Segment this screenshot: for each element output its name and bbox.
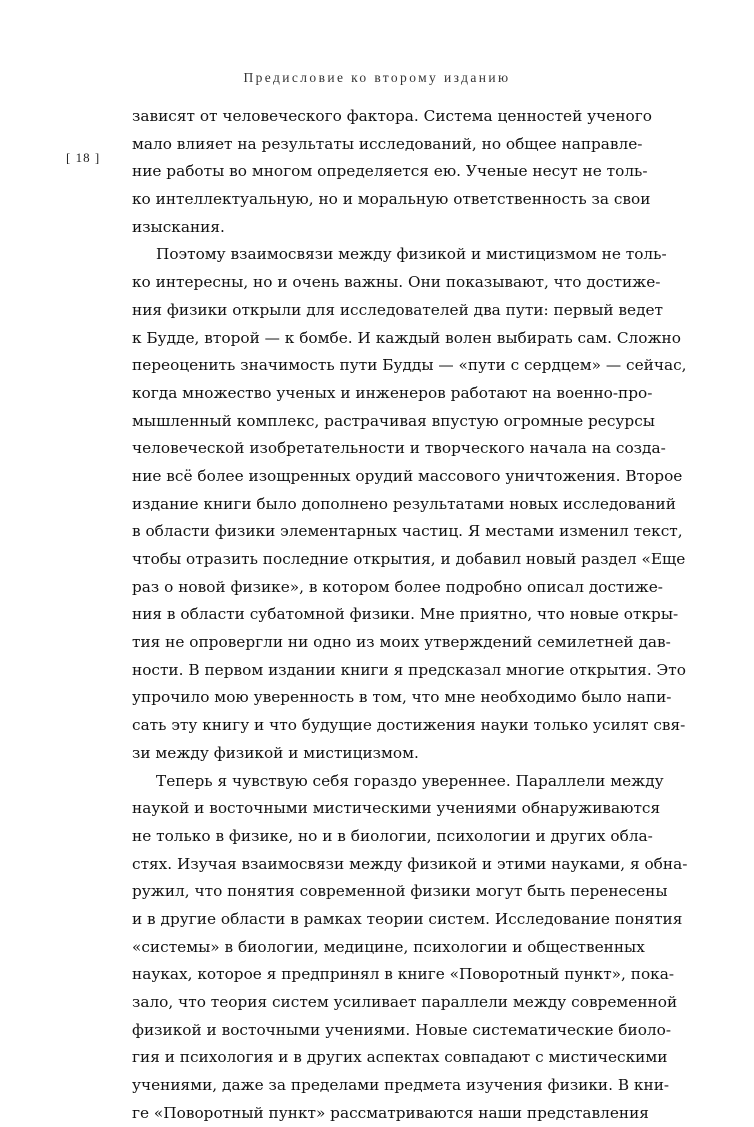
text-line: к Будде, второй — к бомбе. И каждый волен выбирать сам. Сложно (132, 325, 640, 353)
text-line: и в другие области в рамках теории систем. Исследование понятия (132, 906, 640, 934)
text-line: Поэтому взаимосвязи между физикой и мистицизмом не толь- (132, 241, 640, 269)
text-line: человеческой изобретательности и творческого начала на созда- (132, 435, 640, 463)
text-line: ности. В первом издании книги я предсказал многие открытия. Это (132, 657, 640, 685)
text-line: наукой и восточными мистическими учениями обнаруживаются (132, 795, 640, 823)
text-line: в области физики элементарных частиц. Я местами изменил текст, (132, 518, 640, 546)
text-line: ко интересны, но и очень важны. Они показывают, что достиже- (132, 269, 640, 297)
text-line: зи между физикой и мистицизмом. (132, 740, 640, 768)
paragraph (132, 103, 640, 241)
text-line: физикой и восточными учениями. Новые систематические биоло- (132, 1017, 640, 1045)
body-text (132, 103, 640, 1127)
text-line: упрочило мою уверенность в том, что мне необходимо было напи- (132, 684, 640, 712)
text-line: переоценить значимость пути Будды — «пути с сердцем» — сейчас, (132, 352, 640, 380)
text-line: не только в физике, но и в биологии, психологии и других обла- (132, 823, 640, 851)
text-line: стях. Изучая взаимосвязи между физикой и этими науками, я обна- (132, 851, 640, 879)
text-line: чтобы отразить последние открытия, и добавил новый раздел «Еще (132, 546, 640, 574)
text-line: когда множество ученых и инженеров работают на военно-про- (132, 380, 640, 408)
page-number: [ 18 ] (66, 150, 100, 166)
paragraph (132, 768, 640, 1127)
text-line: тия не опровергли ни одно из моих утверждений семилетней дав- (132, 629, 640, 657)
text-line: Теперь я чувствую себя гораздо увереннее. Параллели между (132, 768, 640, 796)
text-line: зависят от человеческого фактора. Система ценностей ученого (132, 103, 640, 131)
text-line: ние всё более изощренных орудий массового уничтожения. Второе (132, 463, 640, 491)
text-line: мало влияет на результаты исследований, но общее направле- (132, 131, 640, 159)
text-line: издание книги было дополнено результатами новых исследований (132, 491, 640, 519)
text-line: ружил, что понятия современной физики могут быть перенесены (132, 878, 640, 906)
text-line: «системы» в биологии, медицине, психологии и общественных (132, 934, 640, 962)
text-line: мышленный комплекс, растрачивая впустую огромные ресурсы (132, 408, 640, 436)
text-line: сать эту книгу и что будущие достижения науки только усилят свя- (132, 712, 640, 740)
text-line: гия и психология и в других аспектах совпадают с мистическими (132, 1044, 640, 1072)
running-head: Предисловие ко второму изданию (0, 70, 754, 86)
text-line: учениями, даже за пределами предмета изучения физики. В кни- (132, 1072, 640, 1100)
text-line: ния физики открыли для исследователей два пути: первый ведет (132, 297, 640, 325)
text-line: зало, что теория систем усиливает параллели между современной (132, 989, 640, 1017)
text-line: ние работы во многом определяется ею. Ученые несут не толь- (132, 158, 640, 186)
text-line: ния в области субатомной физики. Мне приятно, что новые откры- (132, 601, 640, 629)
text-line: изыскания. (132, 214, 640, 242)
text-line: ко интеллектуальную, но и моральную ответственность за свои (132, 186, 640, 214)
text-line: науках, которое я предпринял в книге «Поворотный пункт», пока- (132, 961, 640, 989)
text-line: раз о новой физике», в котором более подробно описал достиже- (132, 574, 640, 602)
text-line: ге «Поворотный пункт» рассматриваются наши представления (132, 1100, 640, 1127)
paragraph (132, 241, 640, 767)
